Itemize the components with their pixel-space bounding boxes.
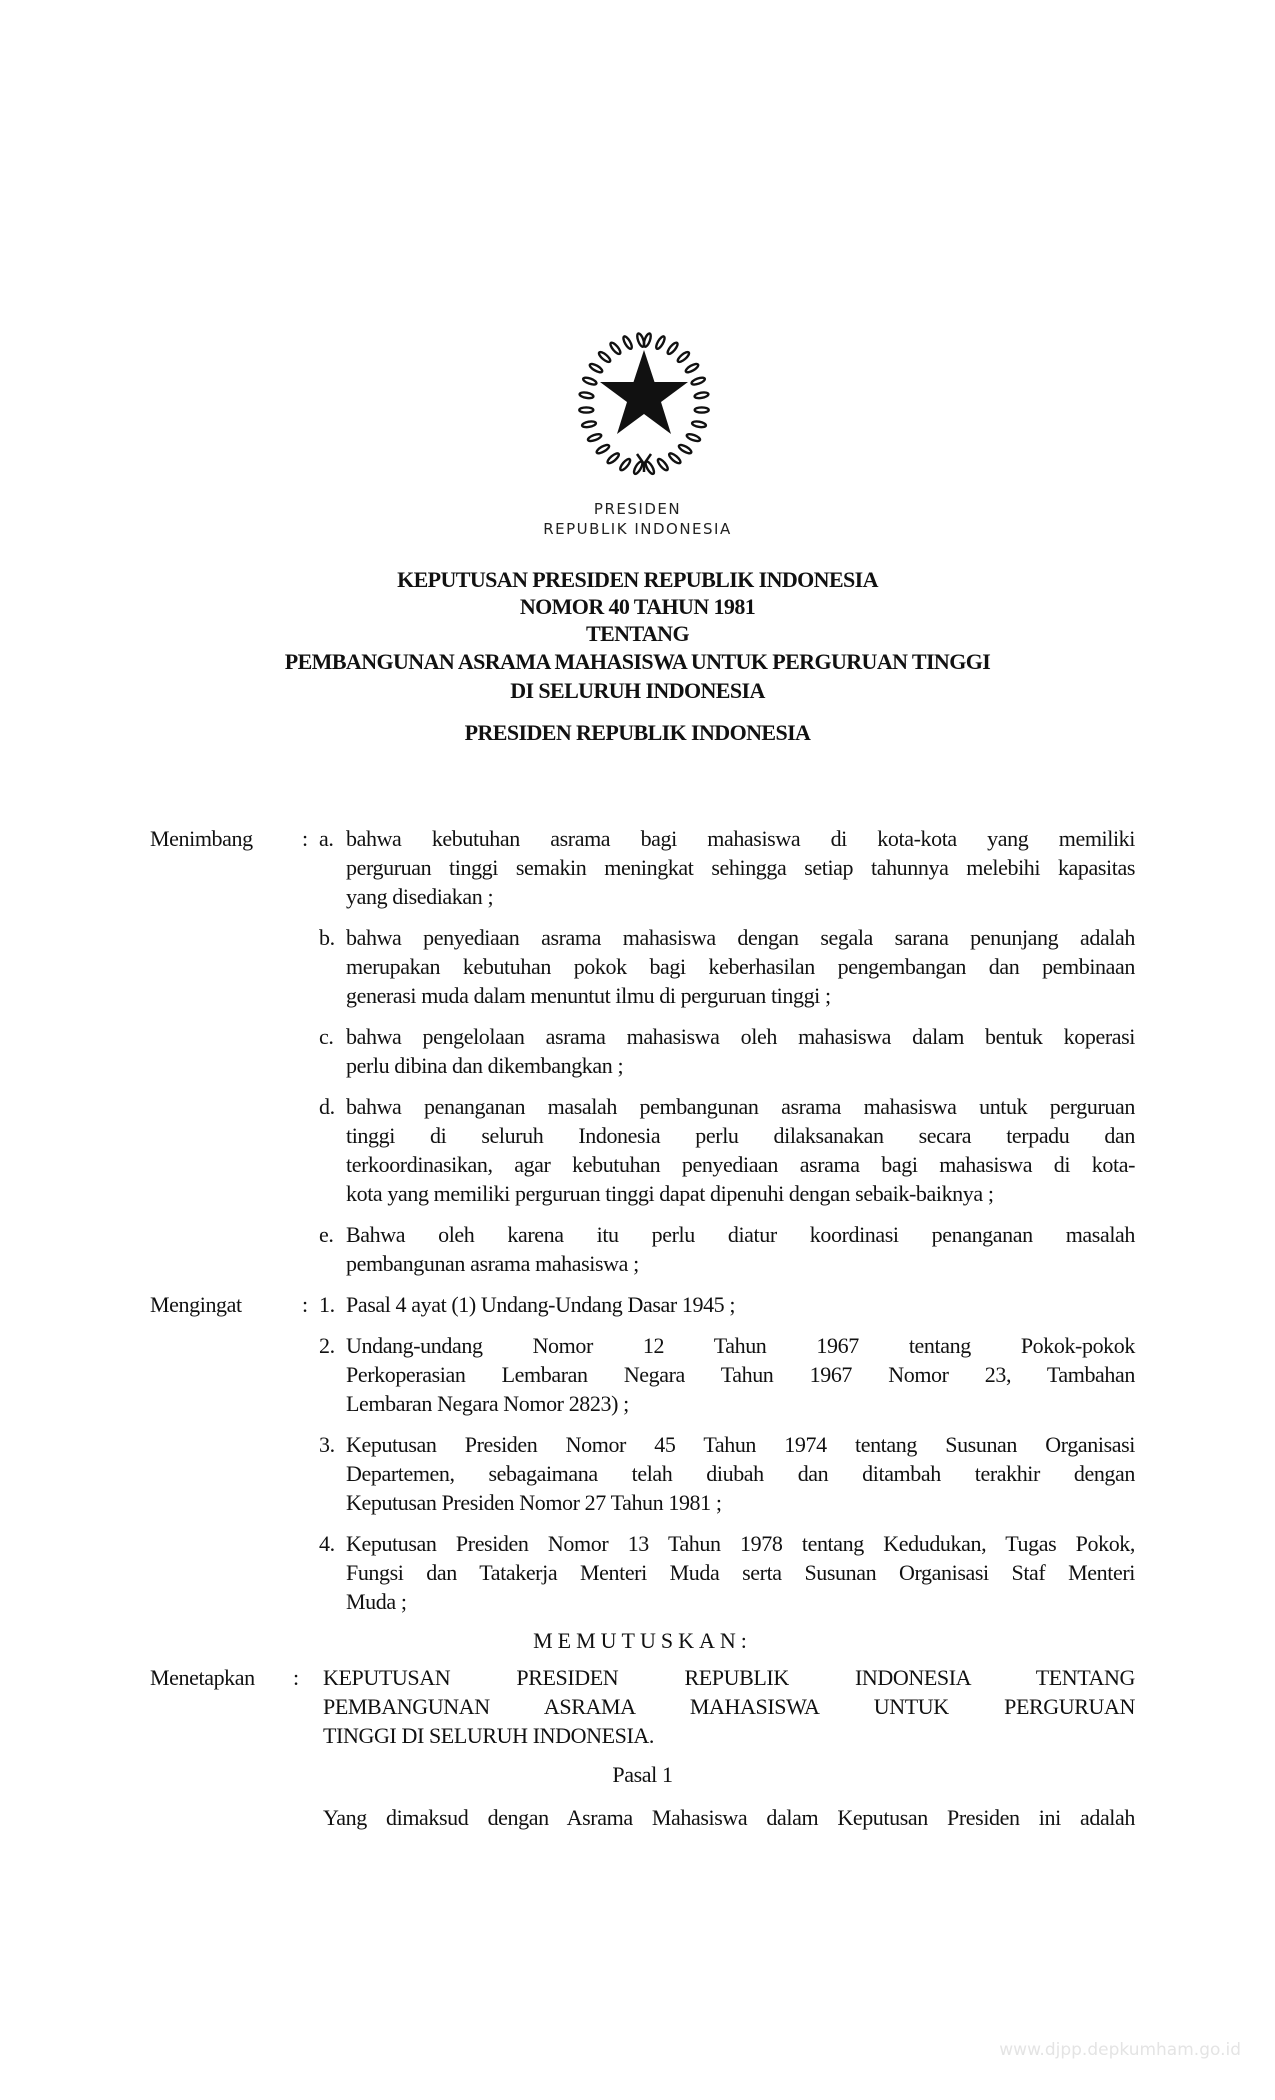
list-item xyxy=(319,1290,1135,1319)
section-colon: : xyxy=(302,826,308,851)
wreath-leaf xyxy=(609,341,622,355)
section-label: Menimbang xyxy=(150,826,253,851)
list-item-line: pembangunan asrama mahasiswa ; xyxy=(346,1251,639,1276)
issuer-heading: PRESIDEN REPUBLIK INDONESIA xyxy=(464,720,811,745)
wreath-leaf xyxy=(579,407,593,412)
document-tentang: TENTANG xyxy=(586,621,689,646)
wreath-leaf xyxy=(695,407,709,412)
section-colon: : xyxy=(302,1292,308,1317)
wreath-leaf xyxy=(655,335,667,350)
list-item-line: Undang-undang Nomor 12 Tahun 1967 tentang Pokok-pokok xyxy=(346,1333,1135,1358)
list-item-line: Perkoperasian Lembaran Negara Tahun 1967 Nomor 23, Tambahan xyxy=(346,1362,1135,1387)
list-item-line: merupakan kebutuhan pokok bagi keberhasilan pengembangan dan pembinaan xyxy=(346,954,1135,979)
pasal-1-heading: Pasal 1 xyxy=(612,1762,673,1787)
list-item-line: kota yang memiliki perguruan tinggi dapat dipenuhi dengan sebaik-baiknya ; xyxy=(346,1181,994,1206)
list-item-line: Bahwa oleh karena itu perlu diatur koordinasi penanganan masalah xyxy=(346,1222,1135,1247)
wreath-leaf xyxy=(587,433,602,443)
list-item-line: Departemen, sebagaimana telah diubah dan ditambah terakhir dengan xyxy=(346,1461,1135,1486)
list-marker: d. xyxy=(319,1094,335,1119)
wreath-leaf xyxy=(656,458,669,472)
menetapkan-line: TINGGI DI SELURUH INDONESIA. xyxy=(323,1723,654,1748)
list-item-line: generasi muda dalam menuntut ilmu di perguruan tinggi ; xyxy=(346,983,831,1008)
list-item xyxy=(319,1022,1135,1080)
list-marker: c. xyxy=(319,1024,334,1049)
wreath-leaf xyxy=(622,335,634,350)
list-marker: 2. xyxy=(319,1333,335,1358)
wreath-leaf xyxy=(598,351,612,364)
list-item-line: bahwa pengelolaan asrama mahasiswa oleh mahasiswa dalam bentuk koperasi xyxy=(346,1024,1135,1049)
wreath-leaf xyxy=(692,421,707,429)
wreath-leaf xyxy=(596,443,611,455)
wreath-leaf xyxy=(582,376,597,386)
list-item xyxy=(319,923,1135,1010)
list-item-line: perlu dibina dan dikembangkan ; xyxy=(346,1053,624,1078)
wreath-leaf xyxy=(668,452,682,465)
list-item xyxy=(319,1092,1135,1208)
list-marker: b. xyxy=(319,925,335,950)
list-item-line: bahwa penyediaan asrama mahasiswa dengan segala sarana penunjang adalah xyxy=(346,925,1135,950)
wreath-leaf xyxy=(642,333,652,348)
list-item-line: Lembaran Negara Nomor 2823) ; xyxy=(346,1391,629,1416)
list-item-line: yang disediakan ; xyxy=(346,884,494,909)
list-item xyxy=(319,1529,1135,1616)
section-label: Menetapkan xyxy=(150,1665,255,1690)
wreath-leaf xyxy=(676,351,690,364)
list-item-line: Muda ; xyxy=(346,1589,407,1614)
seal-caption-line1: PRESIDEN xyxy=(593,500,682,518)
watermark-url: www.djpp.depkumham.go.id xyxy=(999,2040,1241,2060)
document-title-line1: KEPUTUSAN PRESIDEN REPUBLIK INDONESIA xyxy=(397,567,878,592)
wreath-leaf xyxy=(589,362,604,374)
wreath-leaf xyxy=(678,443,693,455)
star-icon xyxy=(600,350,688,434)
list-item-line: Pasal 4 ayat (1) Undang-Undang Dasar 1945 ; xyxy=(346,1292,736,1317)
list-item-line: bahwa penanganan masalah pembangunan asrama mahasiswa untuk perguruan xyxy=(346,1094,1135,1119)
list-item-line: tinggi di seluruh Indonesia perlu dilaksanakan secara terpadu dan xyxy=(346,1123,1135,1148)
wreath-leaf xyxy=(694,392,709,400)
list-marker: 4. xyxy=(319,1531,335,1556)
section-colon: : xyxy=(293,1665,299,1690)
pasal-1-text-line: Yang dimaksud dengan Asrama Mahasiswa dalam Keputusan Presiden ini adalah xyxy=(323,1805,1135,1830)
wreath-leaf xyxy=(606,452,620,465)
wreath-leaf xyxy=(579,392,594,400)
list-item-line: Keputusan Presiden Nomor 45 Tahun 1974 tentang Susunan Organisasi xyxy=(346,1432,1135,1457)
menetapkan-line: PEMBANGUNAN ASRAMA MAHASISWA UNTUK PERGURUAN xyxy=(323,1694,1135,1719)
document-subject-line1: PEMBANGUNAN ASRAMA MAHASISWA UNTUK PERGURUAN TINGGI xyxy=(284,649,991,674)
menetapkan-section xyxy=(150,1663,1135,1750)
mengingat-section xyxy=(150,1290,1135,1616)
document-number: NOMOR 40 TAHUN 1981 xyxy=(519,594,756,619)
list-marker: e. xyxy=(319,1222,334,1247)
list-item-line: Keputusan Presiden Nomor 27 Tahun 1981 ; xyxy=(346,1490,722,1515)
wreath-leaf xyxy=(686,433,701,443)
list-marker: 1. xyxy=(319,1292,335,1317)
wreath-leaf xyxy=(666,341,679,355)
wreath-leaf xyxy=(691,376,706,386)
memutuskan-heading: MEMUTUSKAN: xyxy=(533,1628,752,1653)
list-marker: a. xyxy=(319,826,334,851)
list-item xyxy=(319,1331,1135,1418)
presidential-seal-emblem xyxy=(569,322,719,477)
list-item-line: Fungsi dan Tatakerja Menteri Muda serta Susunan Organisasi Staf Menteri xyxy=(346,1560,1135,1585)
wreath-leaf xyxy=(619,458,632,472)
seal-caption-line2: REPUBLIK INDONESIA xyxy=(543,520,732,538)
wreath-leaf xyxy=(685,362,700,374)
list-item-line: Keputusan Presiden Nomor 13 Tahun 1978 tentang Kedudukan, Tugas Pokok, xyxy=(346,1531,1135,1556)
document-subject-line2: DI SELURUH INDONESIA xyxy=(510,678,765,703)
menetapkan-line: KEPUTUSAN PRESIDEN REPUBLIK INDONESIA TENTANG xyxy=(323,1665,1135,1690)
list-item xyxy=(319,824,1135,911)
list-item-line: perguruan tinggi semakin meningkat sehingga setiap tahunnya melebihi kapasitas xyxy=(346,855,1135,880)
wreath-leaf xyxy=(582,421,597,429)
document-body xyxy=(150,824,1135,1842)
list-marker: 3. xyxy=(319,1432,335,1457)
list-item-line: bahwa kebutuhan asrama bagi mahasiswa di kota-kota yang memiliki xyxy=(346,826,1135,851)
section-label: Mengingat xyxy=(150,1292,242,1317)
list-item xyxy=(319,1430,1135,1517)
list-item xyxy=(319,1220,1135,1278)
list-item-line: terkoordinasikan, agar kebutuhan penyediaan asrama bagi mahasiswa di kota- xyxy=(346,1152,1135,1177)
menimbang-section xyxy=(150,824,1135,1278)
